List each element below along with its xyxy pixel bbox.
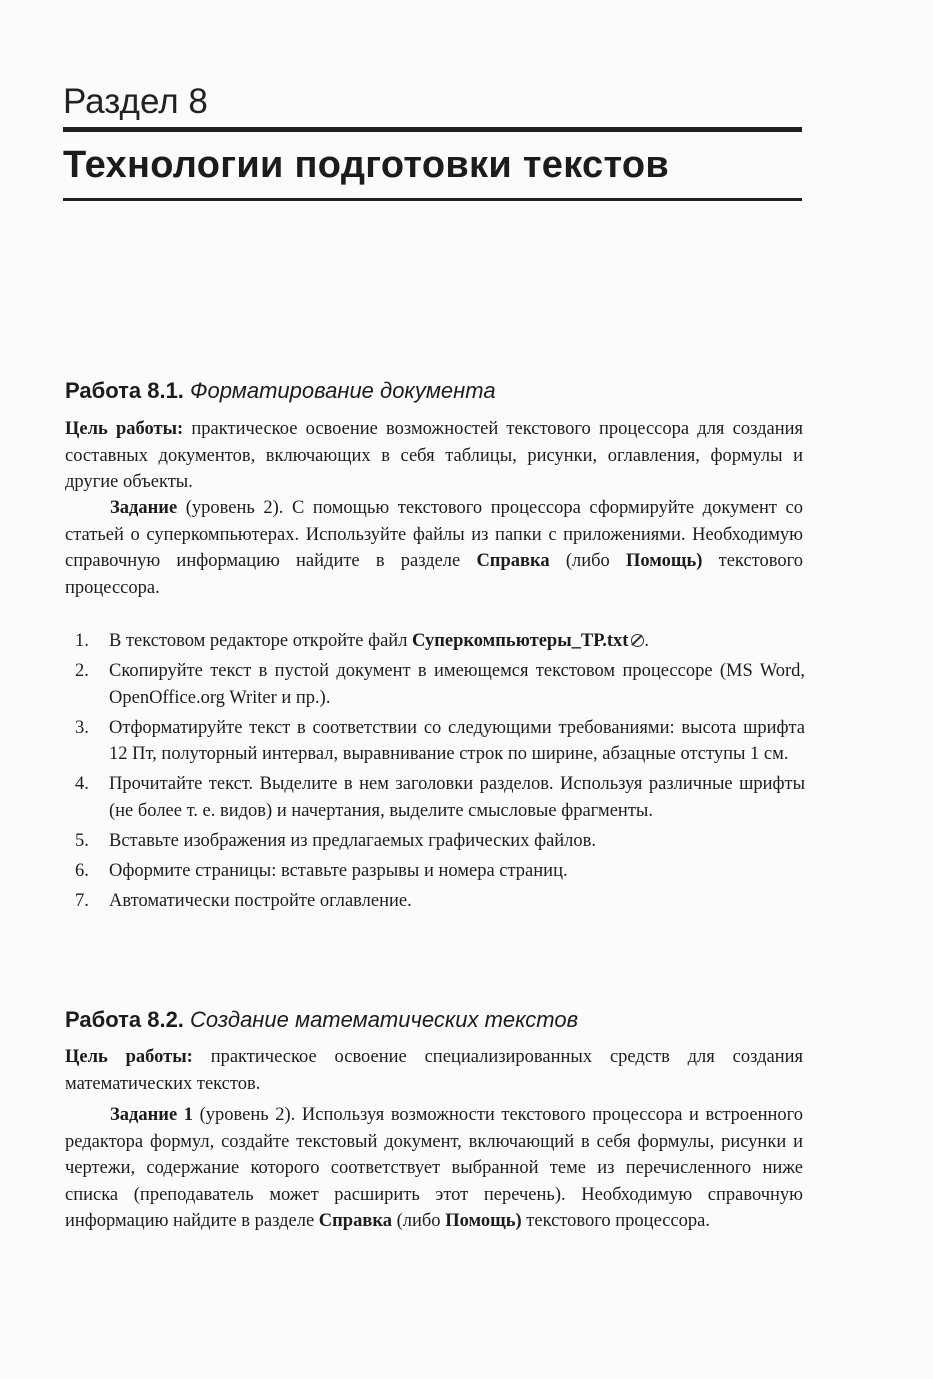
work-8-1-goal [65,416,803,496]
list-number: 2. [75,661,89,681]
list-number: 3. [75,717,89,738]
list-item [65,715,805,768]
list-text: Отформатируйте текст в соответствии со следующими требованиями: высота шрифта 12 Пт, полуторный интервал, выравнивание строк по ширине, абзацные отступы 1 см. [109,717,805,764]
section-label: Раздел 8 [63,82,208,121]
work-8-2-task [65,1102,803,1235]
file-name: Суперкомпьютеры_ТР.txt [412,631,629,651]
list-item [65,628,805,655]
task-text-end: текстового процессора. [65,551,803,598]
help-alt-label: Помощь) [445,1211,522,1231]
list-text: В текстовом редакторе откройте файл [109,631,408,651]
chapter-title: Технологии подготовки текстов [63,144,670,186]
goal-text: практическое освоение специализированных средств для создания математических текстов. [65,1047,803,1094]
task-text-end: текстового процессора. [526,1211,710,1231]
work-8-1-task [65,495,803,601]
help-alt-label: Помощь) [625,551,703,571]
help-label: Справка [476,551,550,571]
list-item [65,858,805,885]
task-level: (уровень 2). [185,498,284,518]
list-text: Скопируйте текст в пустой документ в имеющемся текстовом процессоре (MS Word, OpenOffice.org Writer и пр.). [109,661,805,708]
top-rule [63,127,802,132]
task-level: (уровень 2). [199,1105,296,1125]
work-8-2-goal [65,1044,803,1097]
list-text: Вставьте изображения из предлагаемых графических файлов. [109,830,597,851]
list-item [65,888,805,915]
list-text: Прочитайте текст. Выделите в нем заголовки разделов. Используя различные шрифты (не более т. е. видов) и начертания, выделите смысловые фрагменты. [109,774,805,821]
work-8-1-steps [65,628,805,918]
task-label: Задание 1 [110,1105,193,1125]
goal-label: Цель работы: [65,1047,193,1067]
list-number: 4. [75,774,89,794]
list-item [65,658,805,711]
either-text: (либо [396,1211,441,1231]
list-number: 6. [75,860,89,881]
work-number: Работа 8.2. [65,1007,184,1032]
task-text: С помощью текстового процессора сформируйте документ со статьей о суперкомпьютерах. Используйте файлы из папки с приложениями. Необходимую справочную информацию найдите в разделе [65,498,804,571]
work-name: Создание математических текстов [190,1007,579,1032]
list-text-end: . [644,631,650,651]
task-label: Задание [110,498,178,518]
work-number: Работа 8.1. [65,378,184,403]
goal-label: Цель работы: [65,419,184,439]
disk-icon [631,634,644,647]
either-text: (либо [565,551,610,571]
bottom-rule [63,198,802,201]
list-item [65,828,805,855]
list-number: 5. [75,830,89,851]
work-8-2-heading [65,1005,805,1035]
goal-text: практическое освоение возможностей текстового процессора для создания составных документов, включающих в себя таблицы, рисунки, оглавления, формулы и другие объекты. [65,419,804,492]
list-number: 1. [75,631,89,651]
list-number: 7. [75,890,89,911]
help-label: Справка [318,1211,392,1231]
list-item [65,771,805,824]
task-text: Используя возможности текстового процессора и встроенного редактора формул, создайте текстовый документ, включающий в себя формулы, рисунки и чертежи, содержание которого соответствует выбранной теме из перечисленного ниже списка (преподаватель может расширить этот перечень). Необходимую справочную информацию найдите в разделе [65,1105,804,1231]
work-name: Форматирование документа [190,378,496,403]
work-8-1-heading [65,376,805,406]
list-text: Оформите страницы: вставьте разрывы и номера страниц. [109,860,568,881]
list-text: Автоматически постройте оглавление. [109,890,412,911]
